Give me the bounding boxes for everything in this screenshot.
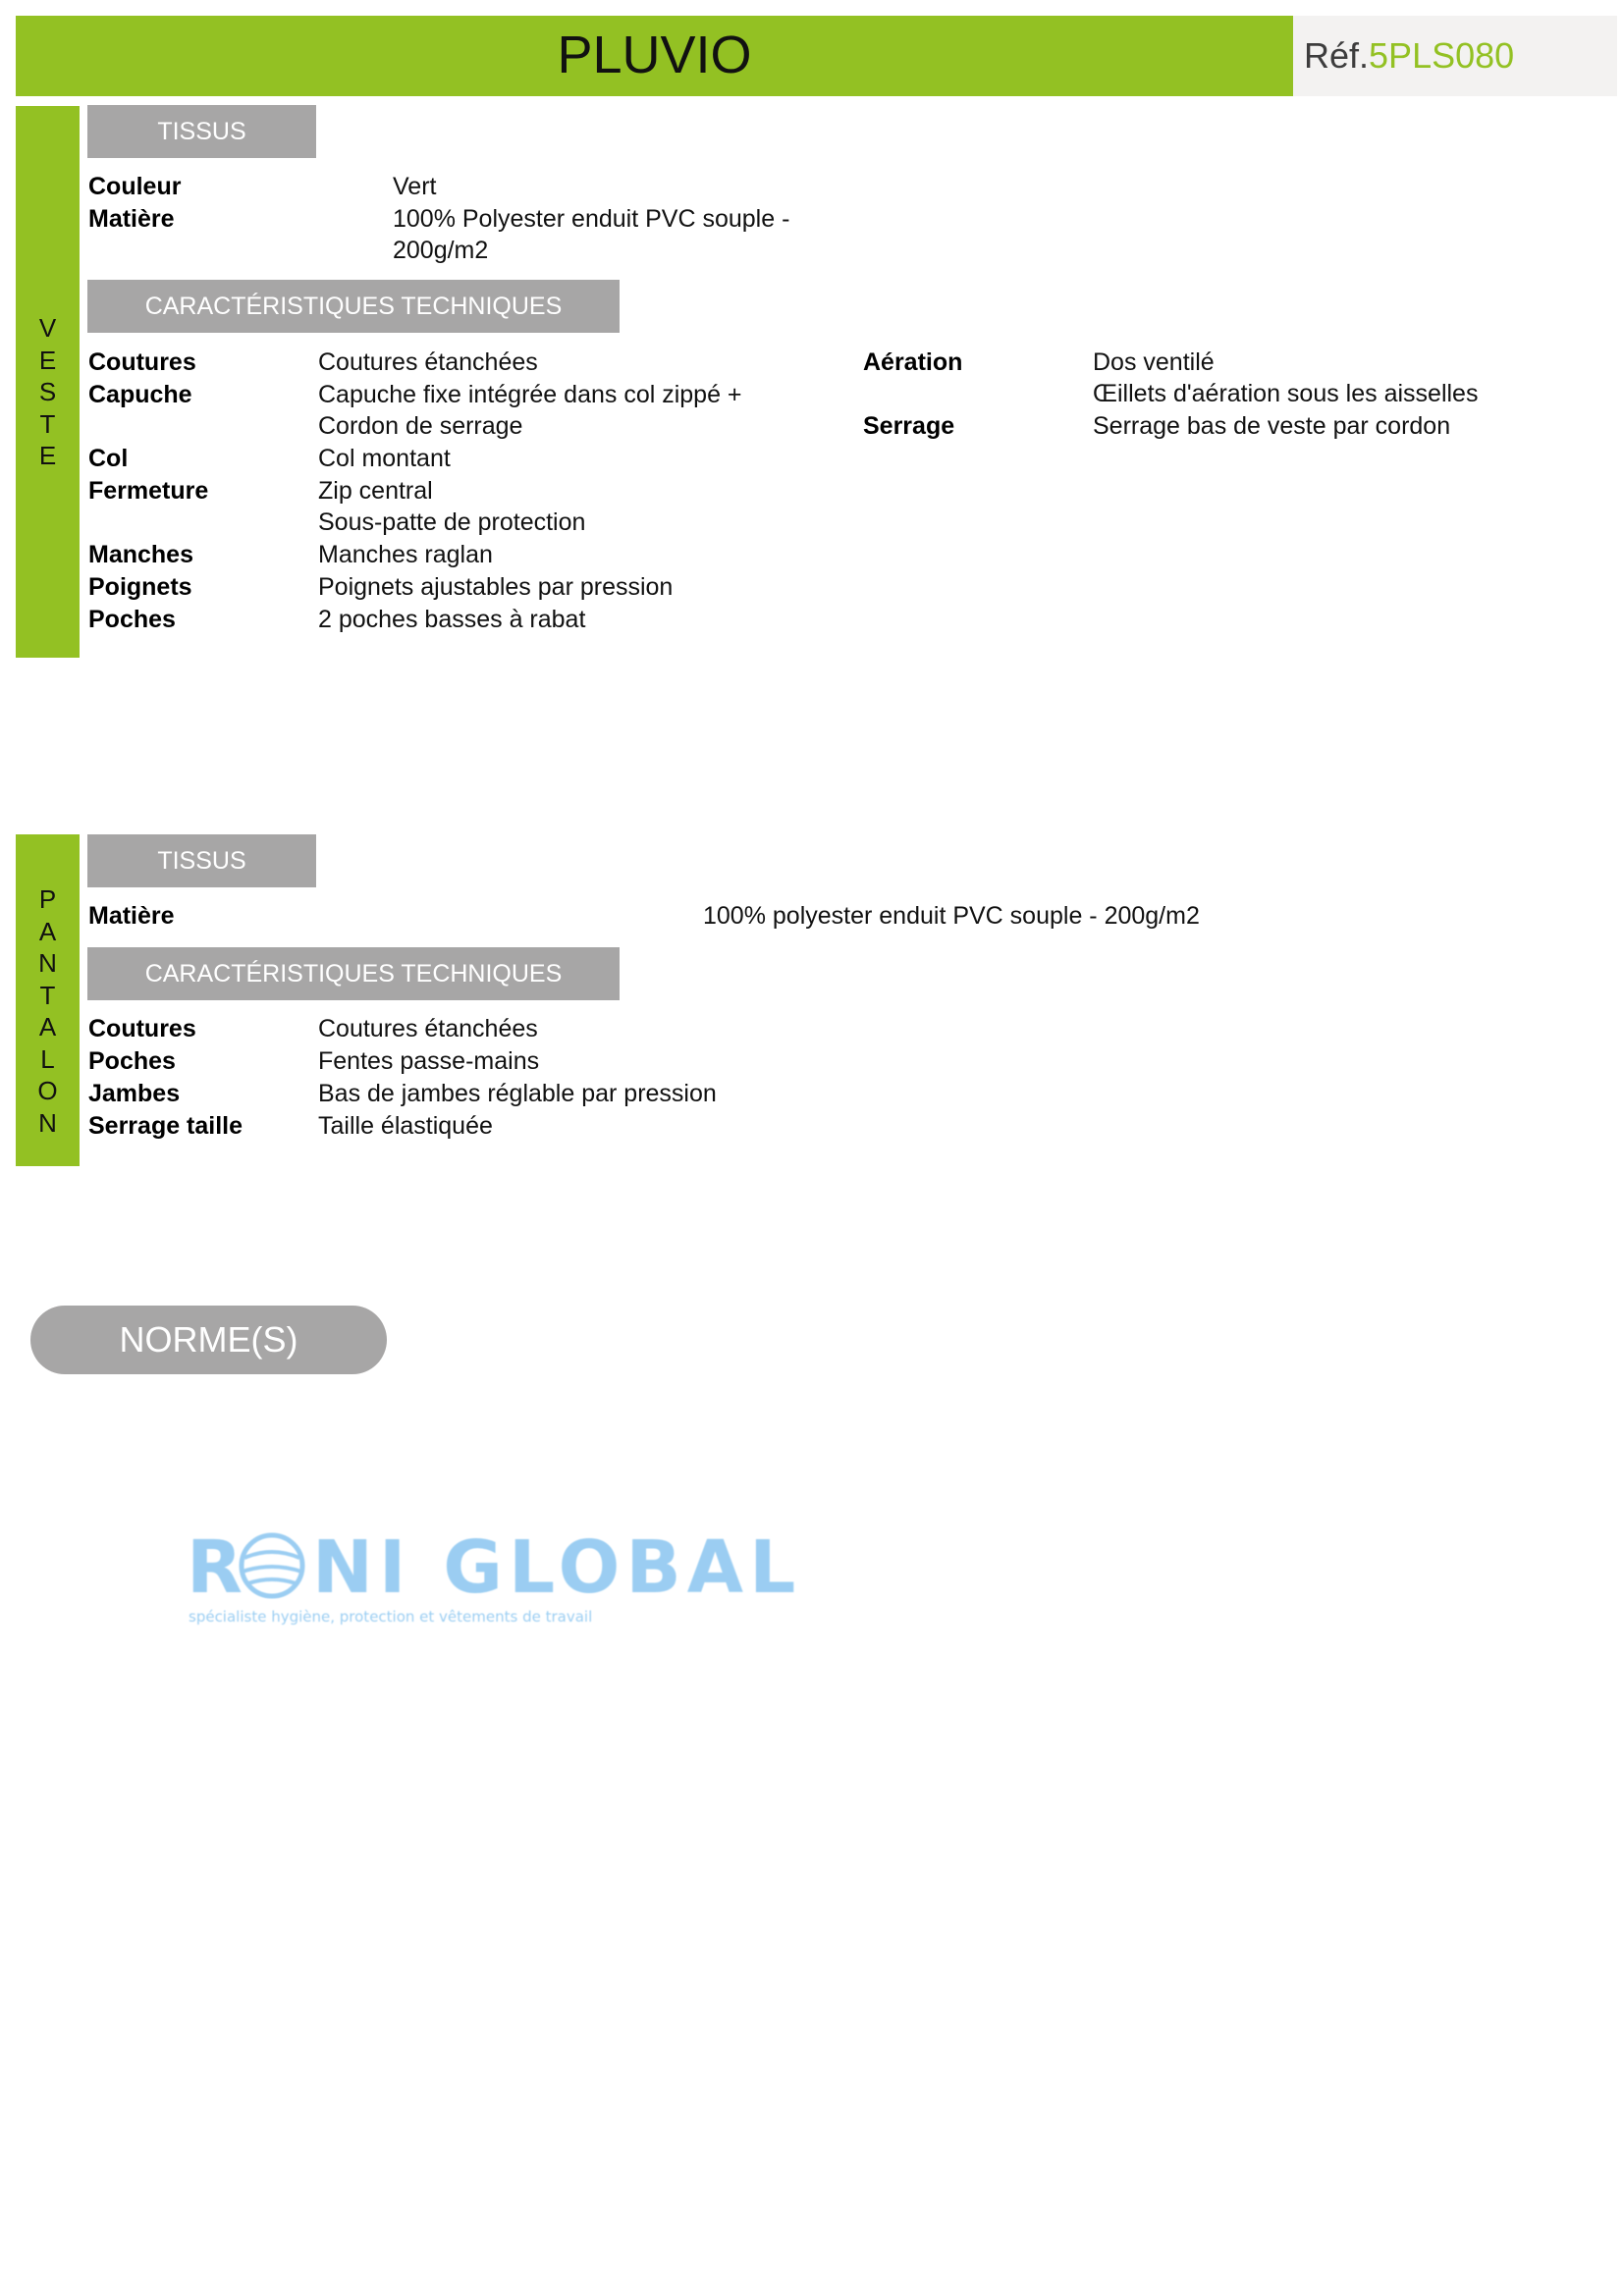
pantalon-carac-heading: CARACTÉRISTIQUES TECHNIQUES xyxy=(87,947,620,1000)
pantalon-matiere-value: 100% polyester enduit PVC souple - 200g/m2 xyxy=(703,902,1200,930)
page-title: PLUVIO xyxy=(557,26,752,84)
pantalon-coutures-label: Coutures xyxy=(88,1015,196,1042)
svg-text:NI GLOBAL: NI GLOBAL xyxy=(312,1525,802,1610)
veste-matiere-value: 100% Polyester enduit PVC souple - xyxy=(393,205,790,233)
veste-coutures-value: Coutures étanchées xyxy=(318,348,538,376)
reference-label: Réf. xyxy=(1304,35,1370,76)
pantalon-poches-label: Poches xyxy=(88,1047,176,1075)
veste-tissus-heading: TISSUS xyxy=(87,105,316,158)
pantalon-serrage-label: Serrage taille xyxy=(88,1112,243,1140)
veste-couleur-value: Vert xyxy=(393,173,437,200)
veste-manches-label: Manches xyxy=(88,541,193,568)
norme-heading: NORME(S) xyxy=(30,1306,387,1374)
veste-poches-label: Poches xyxy=(88,606,176,633)
pantalon-tissus-heading: TISSUS xyxy=(87,834,316,887)
veste-serrage-value: Serrage bas de veste par cordon xyxy=(1093,412,1451,440)
pantalon-serrage-value: Taille élastiquée xyxy=(318,1112,493,1140)
pantalon-side-label: P A N T A L O N xyxy=(37,884,58,1138)
veste-carac-heading: CARACTÉRISTIQUES TECHNIQUES xyxy=(87,280,620,333)
veste-coutures-label: Coutures xyxy=(88,348,196,376)
pantalon-coutures-value: Coutures étanchées xyxy=(318,1015,538,1042)
veste-capuche-value-2: Cordon de serrage xyxy=(318,412,523,440)
svg-text:spécialiste hygiène, protectio: spécialiste hygiène, protection et vêtements de travail xyxy=(189,1608,593,1626)
veste-fermeture-value-2: Sous-patte de protection xyxy=(318,508,586,536)
reference xyxy=(1304,16,1514,96)
veste-couleur-label: Couleur xyxy=(88,173,182,200)
veste-manches-value: Manches raglan xyxy=(318,541,493,568)
veste-fermeture-label: Fermeture xyxy=(88,477,209,505)
pantalon-matiere-label: Matière xyxy=(88,902,175,930)
veste-poches-value: 2 poches basses à rabat xyxy=(318,606,586,633)
veste-capuche-label: Capuche xyxy=(88,381,192,408)
veste-aeration-value-2: Œillets d'aération sous les aisselles xyxy=(1093,380,1479,407)
veste-poignets-value: Poignets ajustables par pression xyxy=(318,573,674,601)
veste-aeration-label: Aération xyxy=(863,348,963,376)
veste-side-label: V E S T E xyxy=(38,313,57,470)
veste-fermeture-value: Zip central xyxy=(318,477,433,505)
veste-serrage-label: Serrage xyxy=(863,412,955,440)
pantalon-jambes-label: Jambes xyxy=(88,1080,181,1107)
veste-col-label: Col xyxy=(88,445,129,472)
veste-aeration-value: Dos ventilé xyxy=(1093,348,1215,376)
pantalon-jambes-value: Bas de jambes réglable par pression xyxy=(318,1080,717,1107)
roni-global-logo xyxy=(187,1522,815,1629)
veste-poignets-label: Poignets xyxy=(88,573,192,601)
veste-matiere-label: Matière xyxy=(88,205,175,233)
veste-capuche-value: Capuche fixe intégrée dans col zippé + xyxy=(318,381,742,408)
veste-matiere-value-2: 200g/m2 xyxy=(393,237,489,264)
svg-text:R: R xyxy=(187,1525,248,1610)
pantalon-poches-value: Fentes passe-mains xyxy=(318,1047,540,1075)
veste-col-value: Col montant xyxy=(318,445,451,472)
reference-code: 5PLS080 xyxy=(1369,35,1515,76)
